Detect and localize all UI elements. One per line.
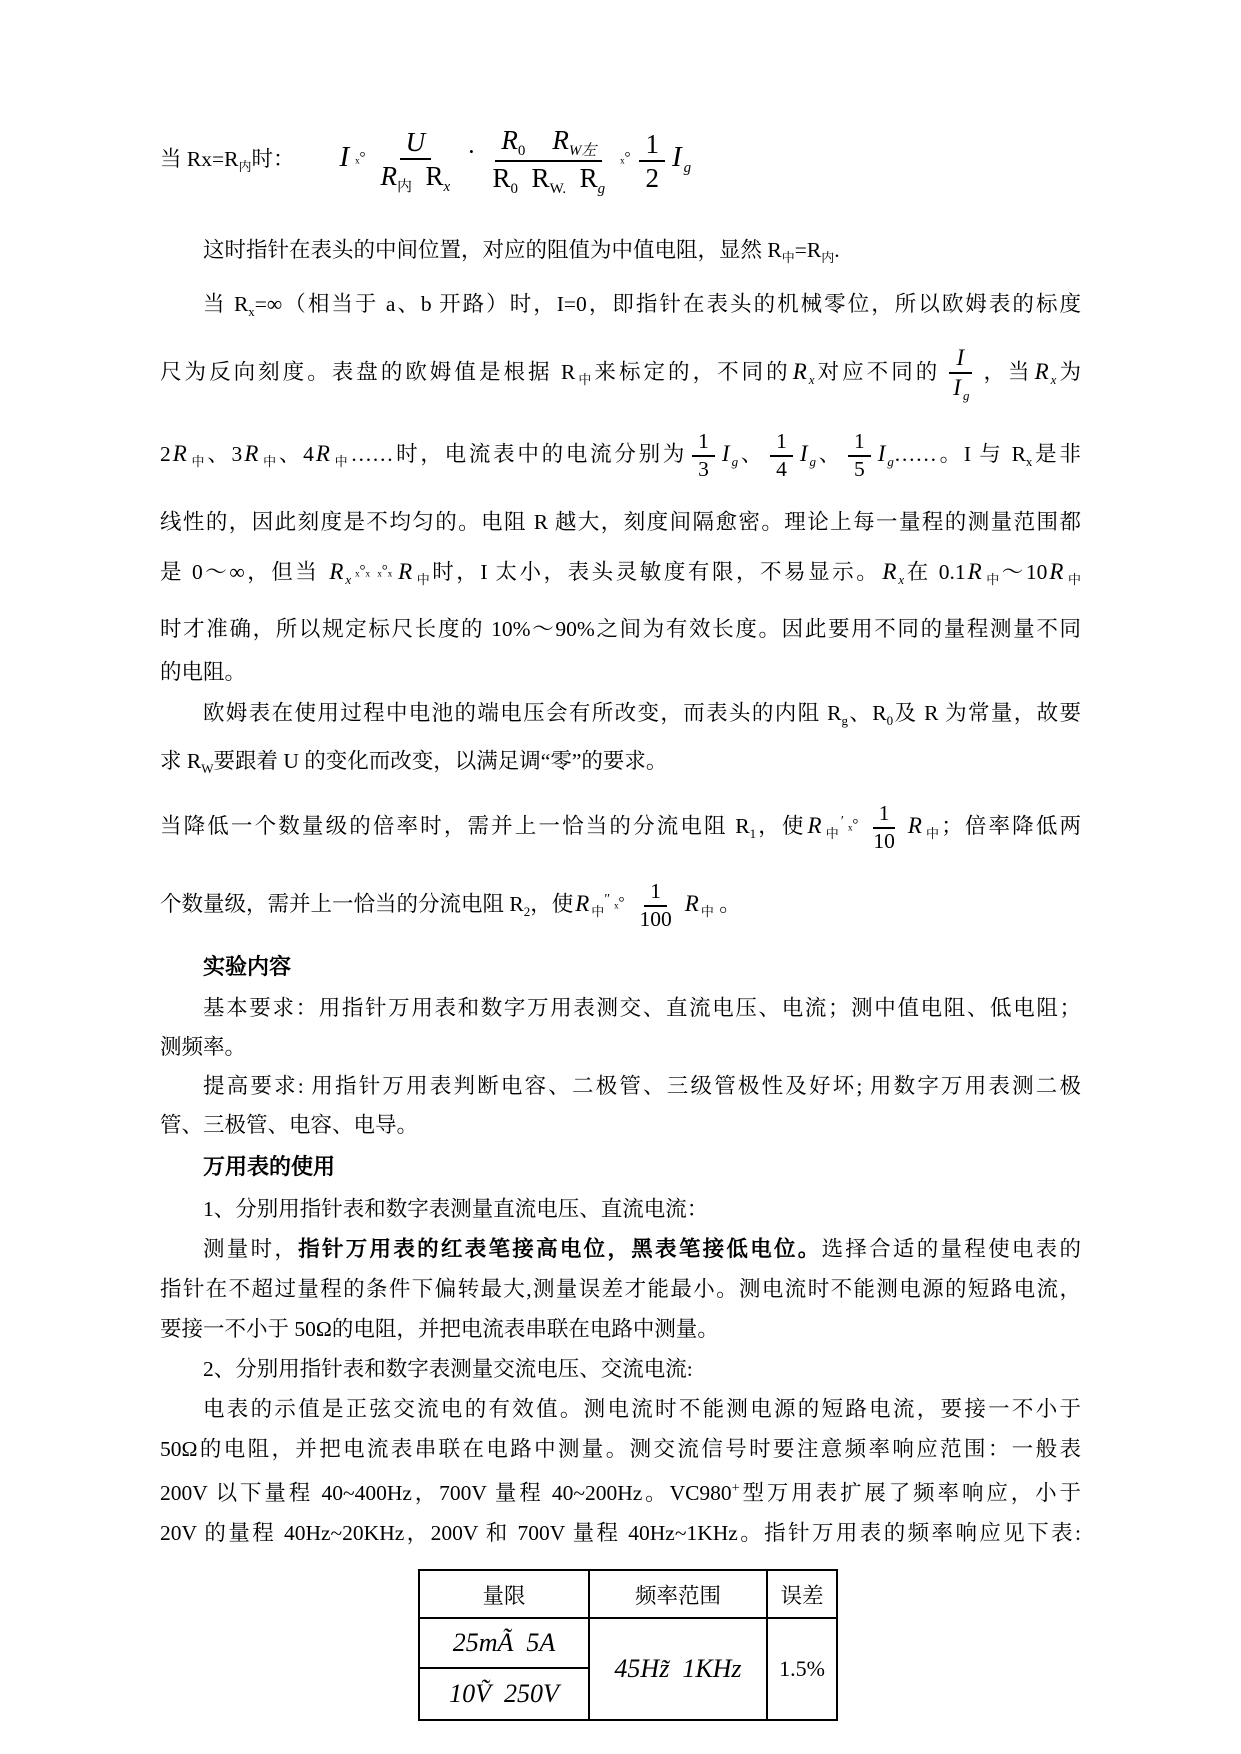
paragraph: 1、分别用指针表和数字表测量直流电压、直流电流： — [203, 1197, 709, 1221]
paragraph: 这时指针在表头的中间位置，对应的阻值为中值电阻，显然 $R_中=R_内$. — [203, 238, 840, 265]
paragraph: 测频率。 — [160, 1035, 247, 1059]
paragraph: 的电阻。 — [160, 660, 247, 684]
paragraph: 是 0～∞，但当 R $_x$ₓ°ₓ ₓ°ₓ R $_中$时，I 太小，表头灵敏度有限，不易显示。R $_x$在 0.1R $_中$～10R $_中$ — [160, 559, 1081, 587]
paragraph: 基本要求：用指针万用表和数字万用表测交、直流电压、电流；测中值电阻、低电阻； — [203, 996, 1081, 1020]
cell-voltage-limit: 10Ṽ 250V — [419, 1668, 589, 1720]
paragraph: 指针在不超过量程的条件下偏转最大,测量误差才能最小。测电流时不能测电源的短路电流， — [160, 1277, 1081, 1301]
table-header-row — [419, 1570, 837, 1618]
heading-multimeter-usage: 万用表的使用 — [203, 1154, 336, 1179]
header-frequency-range: 频率范围 — [589, 1570, 767, 1618]
paragraph: 测量时，指针万用表的红表笔接高电位，黑表笔接低电位。选择合适的量程使电表的 — [203, 1237, 1081, 1261]
fraction: $\frac{I}{I _g}$ — [945, 344, 975, 403]
paragraph: 个数量级，需并上一恰当的分流电阻 $R_2$，使R $_中$″ ₓ° $\frac{1}{100}$ R $_中$ 。 — [160, 879, 741, 932]
fraction: $\frac{1}{10}$ — [873, 801, 895, 854]
paragraph: 2、分别用指针表和数字表测量交流电压、交流电流: — [203, 1357, 693, 1381]
paragraph: 20V 的量程 40Hz~20KHz，200V 和 700V 量程 40Hz~1KHz。指针万用表的频率响应见下表: — [160, 1521, 1081, 1545]
frequency-response-table — [418, 1569, 838, 1721]
heading-experiment-content: 实验内容 — [203, 954, 292, 979]
table-row — [419, 1618, 837, 1668]
paragraph: 时才准确，所以规定标尺长度的 10%～90%之间为有效长度。因此要用不同的量程测量不同 — [160, 617, 1081, 641]
cell-error-value: 1.5% — [767, 1618, 837, 1720]
paragraph: 尺为反向刻度。表盘的欧姆值是根据 $R_中$来标定的，不同的R $_x$对应不同的 $\frac{I}{I _g}$ ，当R $_x$为 — [160, 345, 1081, 404]
paragraph: 欧姆表在使用过程中电池的端电压会有所改变，而表头的内阻 $R_g$、$R_0$及 R 为常量，故要 — [203, 701, 1082, 728]
cell-frequency-range: 45Hz̃ 1KHz — [589, 1618, 767, 1720]
header-range-limit: 量限 — [419, 1570, 589, 1618]
paragraph: 200V 以下量程 40~400Hz，700V 量程 40~200Hz。VC980+型万用表扩展了频率响应，小于 — [160, 1481, 1081, 1505]
fraction: $\frac{1}{3}$ — [692, 429, 715, 483]
paragraph: 电表的示值是正弦交流电的有效值。测电流时不能测电源的短路电流，要接一不小于 — [203, 1397, 1081, 1421]
paragraph: 当降低一个数量级的倍率时，需并上一恰当的分流电阻 $R_1$，使R $_中$′ ₓ° $\frac{1}{10}$ R $_中$；倍率降低两 — [160, 801, 1081, 854]
paragraph: 50Ω的电阻，并把电流表串联在电路中测量。测交流信号时要注意频率响应范围：一般表 — [160, 1437, 1081, 1461]
fraction: $\frac{1}{4}$ — [770, 429, 793, 483]
paragraph: 管、三极管、电容、电导。 — [160, 1113, 419, 1137]
paragraph: 2R $_中$、3R $_中$、4R $_中$……时，电流表中的电流分别为 $\frac{1}{3}$ I $_g$、 $\frac{1}{4}$ I $_g$、 $\frac{1}{5}$ I $_g$……。I 与 $R_x$是非 — [160, 429, 1081, 482]
fraction: $\frac{U}{R_内 R_x}$ — [380, 126, 451, 196]
cell-current-limit: 25mÃ 5A — [419, 1618, 589, 1668]
paragraph: 要接一不小于 50Ω的电阻，并把电流表串联在电路中测量。 — [160, 1317, 719, 1341]
paragraph: 线性的，因此刻度是不均匀的。电阻 R 越大，刻度间隔愈密。理论上每一量程的测量范围都 — [160, 510, 1081, 534]
header-error: 误差 — [767, 1570, 837, 1618]
paragraph: 当 $R_x=\infty$（相当于 a、b 开路）时，I=0，即指针在表头的机械零位，所以欧姆表的标度 — [203, 292, 1081, 319]
fraction: $\frac{1}{5}$ — [848, 429, 871, 483]
fraction: $\frac{R_0 R_{W左}}{R_0 R_{W.} R_g}$ — [492, 125, 606, 198]
formula-midscale-current: 当 $Rx=R_内$时： I ₓ° $\frac{U}{R_内 R_x}$ · $\frac{R_0 R_{W左}}{R_0 R_{W.} R_g}$ ₓ° $\frac{1}{2}$ I $_g$ — [160, 125, 692, 198]
fraction: $\frac{1}{2}$ — [639, 128, 665, 195]
fraction: $\frac{1}{100}$ — [639, 879, 672, 932]
paragraph: 求 $R_W$要跟着 U 的变化而改变，以满足调“零”的要求。 — [160, 749, 668, 776]
paragraph: 提高要求: 用指针万用表判断电容、二极管、三级管极性及好坏; 用数字万用表测二极 — [203, 1074, 1081, 1098]
